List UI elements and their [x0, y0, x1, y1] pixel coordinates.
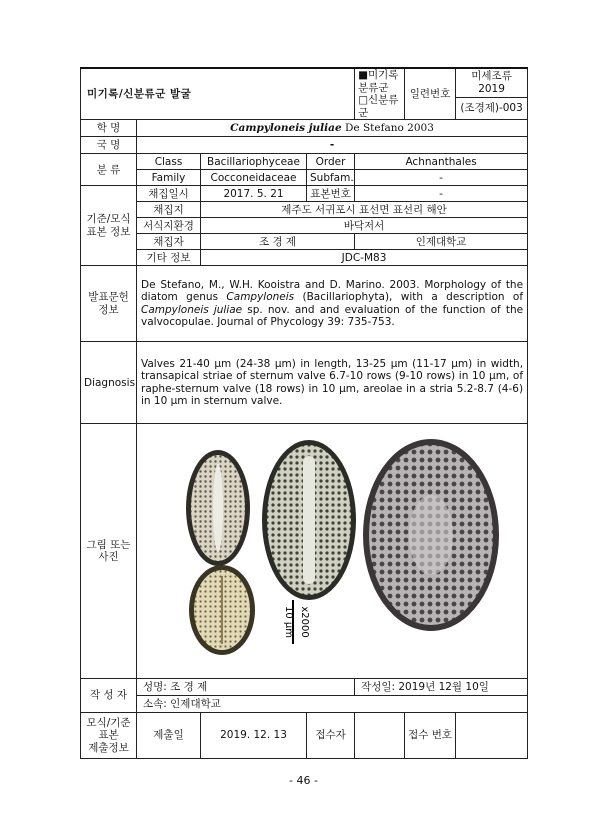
author-name: 성명: 조 경 제 — [137, 678, 355, 695]
magnification-label: x2000 — [298, 606, 310, 639]
figure-label: 그림 또는 사진 — [81, 424, 137, 679]
specimen-number-value: - — [355, 186, 528, 202]
collector-label: 채집자 — [137, 234, 201, 250]
specimen-record-form — [80, 67, 528, 759]
form-title: 미기록/신분류군 발굴 — [81, 68, 355, 120]
order-value: Achnanthales — [355, 154, 528, 170]
figure-cell — [137, 424, 528, 679]
scale-label: 10 µm — [282, 606, 294, 639]
author-label: 작 성 자 — [81, 678, 137, 712]
receipt-number-label: 접수 번호 — [405, 712, 456, 758]
diatom-valve-2 — [189, 565, 255, 655]
publication-label: 발표문헌 정보 — [81, 266, 137, 342]
subfam-value: - — [355, 170, 528, 186]
author-date: 작성일: 2019년 12월 10일 — [355, 678, 528, 695]
korean-name-value: - — [137, 137, 528, 154]
diagnosis-text: Valves 21-40 µm (24-38 µm) in length, 13-25 µm (11-17 µm) in width, transapical striae of sternum valve 6.7-10 rows (9-10 rows) in 10 µm, of raphe-sternum valve (18 rows) in 10 µm, areolae in a stria 5.2-8.7 (4-6) in 10 µm in sternum valve. — [137, 342, 528, 424]
submission-label: 모식/기준 표본 제출정보 — [81, 712, 137, 758]
other-info-value: JDC-M83 — [201, 250, 528, 266]
family-label: Family — [137, 170, 201, 186]
order-label: Order — [307, 154, 355, 170]
collector-institution: 인제대학교 — [355, 234, 528, 250]
species-genus: Campyloneis juliae — [230, 122, 342, 135]
category-options — [355, 68, 405, 120]
serial-line1: 미세조류2019 — [456, 68, 528, 98]
collection-site-label: 채집지 — [137, 202, 201, 218]
diatom-valve-1 — [186, 450, 250, 566]
page-number: - 46 - — [289, 774, 318, 787]
collector-value: 조 경 제 — [201, 234, 355, 250]
receiver-value — [355, 712, 405, 758]
family-value: Cocconeidaceae — [201, 170, 307, 186]
serial-line2: (조경제)-003 — [456, 98, 528, 120]
option-record: ■미기록분류군 — [358, 69, 399, 94]
species-name — [137, 120, 528, 137]
habitat-label: 서식지환경 — [137, 218, 201, 234]
korean-name-label: 국 명 — [81, 137, 137, 154]
other-info-label: 기타 정보 — [137, 250, 201, 266]
submission-date-label: 제출일 — [137, 712, 201, 758]
collection-date-label: 채집일시 — [137, 186, 201, 202]
diatom-micrograph — [138, 424, 527, 674]
specimen-number-label: 표본번호 — [307, 186, 355, 202]
diatom-valve-4 — [363, 439, 499, 631]
option-new: □신분류군 — [358, 94, 399, 119]
species-label: 학 명 — [81, 120, 137, 137]
diagnosis-label: Diagnosis — [81, 342, 137, 424]
collection-date-value: 2017. 5. 21 — [201, 186, 307, 202]
class-value: Bacillariophyceae — [201, 154, 307, 170]
author-affiliation: 소속: 인제대학교 — [137, 695, 528, 712]
receipt-number-value — [456, 712, 528, 758]
subfam-label: Subfam. — [307, 170, 355, 186]
species-author: De Stefano 2003 — [341, 122, 434, 135]
scale-bar — [283, 600, 310, 644]
habitat-value: 바닥저서 — [201, 218, 528, 234]
collection-site-value: 제주도 서귀포시 표선면 표선리 해안 — [201, 202, 528, 218]
receiver-label: 접수자 — [307, 712, 355, 758]
class-label: Class — [137, 154, 201, 170]
submission-date-value: 2019. 12. 13 — [201, 712, 307, 758]
serial-label: 일련번호 — [405, 68, 456, 120]
taxonomy-label: 분 류 — [81, 154, 137, 186]
specimen-label: 기준/모식 표본 정보 — [81, 186, 137, 266]
diatom-valve-3 — [262, 440, 356, 600]
publication-reference: De Stefano, M., W.H. Kooistra and D. Marino. 2003. Morphology of the diatom genus Campyloneis (Bacillariophyta), with a description of Campyloneis juliae sp. nov. and and evaluation of the function of the valvocopulae. Journal of Phycology 39: 735-753. — [137, 266, 528, 342]
